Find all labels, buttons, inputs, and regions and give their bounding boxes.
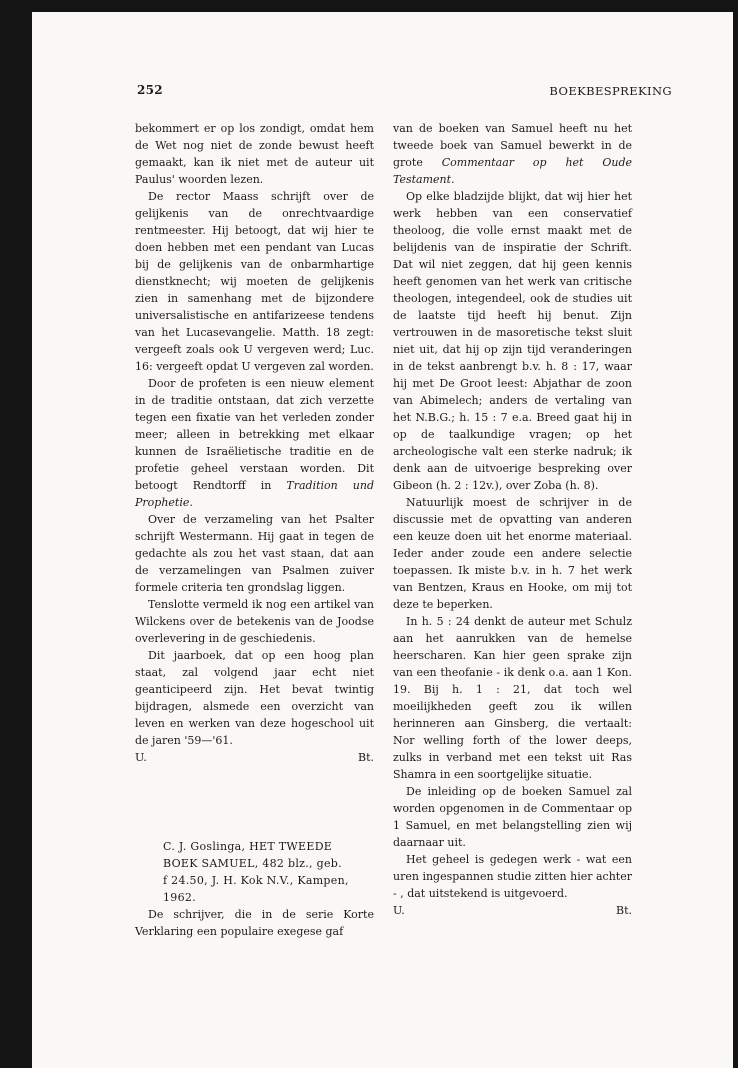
paragraph: Dit jaarboek, dat op een hoog plan staat, zal volgend jaar echt niet geanticipeerd zijn. Het bevat twintig bijdragen, alsmede een overzicht van leven en werken van deze hogeschool uit de jaren '59—'61.	[135, 649, 374, 747]
signature-author: Bt.	[615, 904, 632, 917]
signature-initial: U.	[393, 904, 405, 917]
scanned-page	[32, 12, 733, 1068]
paragraph: Over de verzameling van het Psalter schrijft Westermann. Hij gaat in tegen de gedachte als zou het vast staan, dat aan de verzamelingen van Psalmen zuiver formele criteria ten grondslag liggen.	[135, 513, 374, 594]
review-signature	[393, 902, 632, 919]
paragraph: Door de profeten is een nieuw element in de traditie ontstaan, dat zich verzette tegen een fixatie van het verleden zonder meer; alleen in betrekking met elkaar kunnen de Israëlietische traditie en de profetie geheel verstaan worden. Dit betoogt Rendtorff in Tradition und Prophetie.	[135, 377, 374, 509]
signature-author: Bt.	[357, 751, 374, 764]
book-entry-heading	[163, 838, 374, 906]
book-entry-line: f 24.50, J. H. Kok N.V., Kampen,	[163, 874, 349, 887]
section-gap	[135, 766, 374, 838]
paragraph: van de boeken van Samuel heeft nu het tweede boek van Samuel bewerkt in de grote Commentaar op het Oude Testament.	[393, 122, 632, 186]
scan-border-left	[0, 0, 32, 1068]
book-entry-line: 1962.	[163, 891, 196, 904]
paragraph: bekommert er op los zondigt, omdat hem de Wet nog niet de zonde bewust heeft gemaakt, kan ik niet met de auteur uit Paulus' woorden lezen.	[135, 122, 374, 186]
book-entry-line: BOEK SAMUEL, 482 blz., geb.	[163, 857, 342, 870]
paragraph: Tenslotte vermeld ik nog een artikel van Wilckens over de betekenis van de Joodse overlevering in de geschiedenis.	[135, 598, 374, 645]
review-signature	[135, 749, 374, 766]
scan-border-right	[733, 0, 738, 1068]
right-column	[393, 120, 632, 919]
paragraph: De inleiding op de boeken Samuel zal worden opgenomen in de Commentaar op 1 Samuel, en met belangstelling zien wij daarnaar uit.	[393, 785, 632, 849]
paragraph: Natuurlijk moest de schrijver in de discussie met de opvatting van anderen een keuze doen uit het enorme materiaal. Ieder ander zoude een andere selectie toepassen. Ik miste b.v. in h. 7 het werk van Bentzen, Kraus en Hooke, om mij tot deze te beperken.	[393, 496, 632, 611]
page-number: 252	[137, 83, 163, 97]
series-title: Commentaar op het Oude Testament	[393, 156, 632, 186]
left-column	[135, 120, 374, 940]
paragraph: In h. 5 : 24 denkt de auteur met Schulz aan het aanrukken van de hemelse heerscharen. Kan hier geen sprake zijn van een theofanie - ik denk o.a. aan 1 Kon. 19. Bij h. 1 : 21, dat toch wel moeilijkheden geeft zou ik willen herinneren aan Ginsberg, die vertaalt: Nor welling forth of the lower deeps, zulks in verband met een tekst uit Ras Shamra in een soortgelijke situatie.	[393, 615, 632, 781]
paragraph: Op elke bladzijde blijkt, dat wij hier het werk hebben van een conservatief theoloog, die volle ernst maakt met de belijdenis van de inspiratie der Schrift. Dat wil niet zeggen, dat hij geen kennis heeft genomen van het werk van critische theologen, integendeel, ook de studies uit de laatste tijd heeft hij benut. Zijn vertrouwen in de masoretische tekst sluit niet uit, dat hij op zijn tijd veranderingen in de tekst aanbrengt b.v. h. 8 : 17, waar hij met De Groot leest: Abjathar de zoon van Abimelech; anders de vertaling van het N.B.G.; h. 15 : 7 e.a. Breed gaat hij in op de taalkundige vragen; op het archeologische valt een sterke nadruk; ik denk aan de uitvoerige bespreking over Gibeon (h. 2 : 12v.), over Zoba (h. 8).	[393, 190, 632, 492]
book-entry-line: C. J. Goslinga, HET TWEEDE	[163, 840, 333, 853]
paragraph: De rector Maass schrijft over de gelijkenis van de onrechtvaardige rentmeester. Hij betoogt, dat wij hier te doen hebben met een pendant van Lucas bij de gelijkenis van de onbarmhartige dienstknecht; wij moeten de gelijkenis zien in samenhang met de bijzondere universalistische en antifarizeese tendens van het Lucasevangelie. Matth. 18 zegt: vergeeft zoals ook U vergeven werd; Luc. 16: vergeeft opdat U vergeven zal worden.	[135, 190, 374, 373]
paragraph-text: Door de profeten is een nieuw element in de traditie ontstaan, dat zich verzette tegen een fixatie van het verleden zonder meer; alleen in betrekking met elkaar kunnen de Israëlietische traditie en de profetie geheel verstaan worden. Dit betoogt Rendtorff in	[135, 377, 374, 492]
running-title: BOEKBESPREKING	[549, 84, 672, 98]
scan-border-top	[0, 0, 738, 12]
paragraph-text: van de boeken van Samuel heeft nu het tweede boek van Samuel bewerkt in de grote	[393, 122, 632, 169]
paragraph: Het geheel is gedegen werk - wat een uren ingespannen studie zitten hier achter - , dat uitstekend is uitgevoerd.	[393, 853, 632, 900]
cited-work-title: Tradition und Prophetie	[135, 479, 374, 509]
signature-initial: U.	[135, 751, 147, 764]
paragraph: De schrijver, die in de serie Korte Verklaring een populaire exegese gaf	[135, 908, 374, 938]
